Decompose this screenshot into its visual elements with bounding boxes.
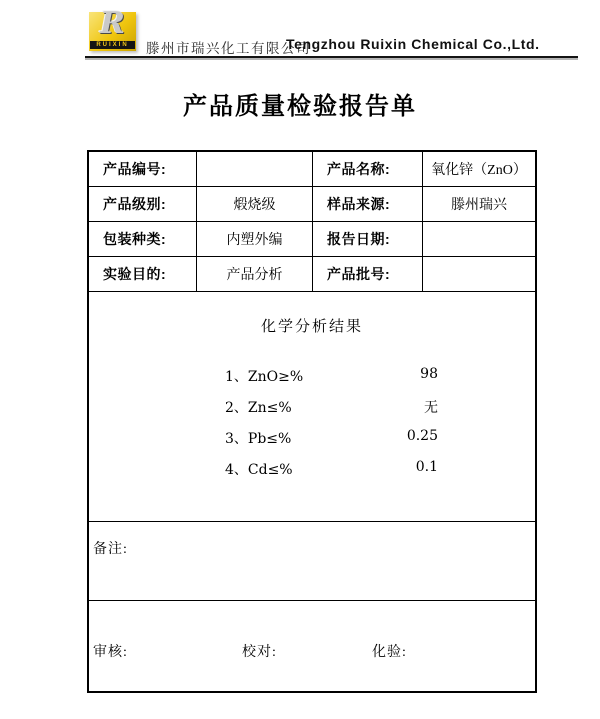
analysis-value: 0.25 [406,428,438,444]
analysis-label: 1、ZnO≥% [225,369,304,385]
field-value-sample-source: 滕州瑞兴 [423,187,535,222]
info-table [89,152,535,292]
analysis-label: 3、Pb≤% [225,431,292,447]
ruixin-logo-icon [89,6,136,51]
field-value-batch-no [423,257,535,292]
field-value-report-date [423,222,535,257]
remarks-label: 备注: [93,542,128,557]
signature-proofread-label: 校对: [242,645,277,660]
field-value-package-type: 内塑外编 [197,222,313,257]
remarks-section [89,522,535,601]
company-name-chinese: 滕州市瑞兴化工有限公司 [146,41,311,56]
logo-letter: R [100,6,125,41]
analysis-label: 4、Cd≤% [225,462,293,478]
analysis-row-pb [225,428,438,448]
field-label-package-type: 包装种类: [89,222,197,257]
field-label-report-date: 报告日期: [313,222,423,257]
field-value-product-no [197,152,313,187]
chemical-analysis-title: 化学分析结果 [260,319,363,335]
page-title: 产品质量检验报告单 [183,93,417,120]
field-value-product-grade: 煅烧级 [197,187,313,222]
signature-assay-label: 化验: [372,645,407,660]
logo-brand-text: RUIXIN [90,41,135,49]
report-form [87,150,537,693]
field-label-test-purpose: 实验目的: [89,257,197,292]
signatures-section [89,601,535,691]
header-divider [85,56,578,58]
field-value-product-name: 氧化锌（ZnO） [423,152,535,187]
field-label-product-grade: 产品级别: [89,187,197,222]
field-value-test-purpose: 产品分析 [197,257,313,292]
company-name-english: Tengzhou Ruixin Chemical Co.,Ltd. [286,36,540,52]
analysis-value: 无 [424,400,438,416]
analysis-value: 98 [420,366,438,382]
analysis-row-zn [225,397,438,417]
field-label-sample-source: 样品来源: [313,187,423,222]
analysis-row-cd [225,459,438,479]
field-label-product-no: 产品编号: [89,152,197,187]
analysis-row-zno [225,366,438,386]
chemical-analysis-section [89,292,535,522]
field-label-batch-no: 产品批号: [313,257,423,292]
field-label-product-name: 产品名称: [313,152,423,187]
analysis-label: 2、Zn≤% [225,400,292,416]
analysis-value: 0.1 [415,459,438,475]
signature-review-label: 审核: [93,645,128,660]
